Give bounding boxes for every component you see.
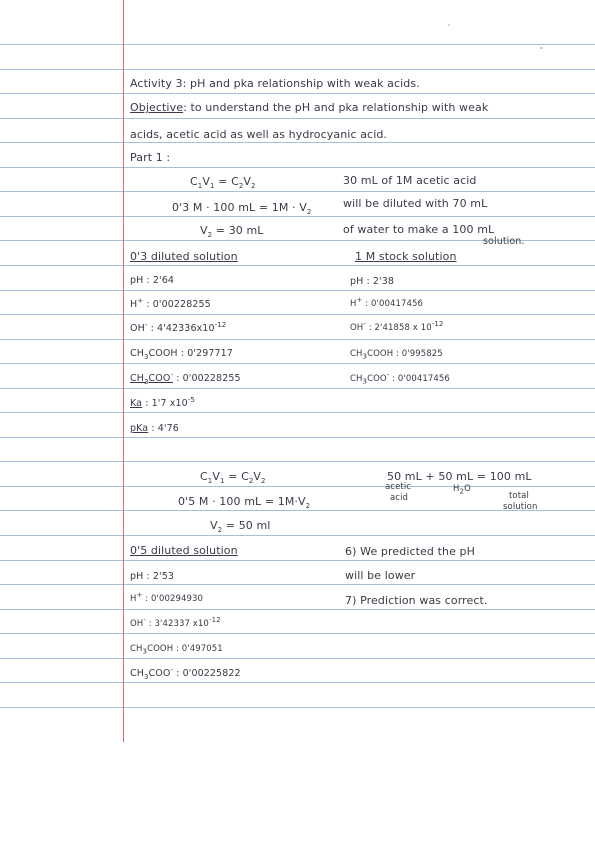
diluted-h-ion: H+ : 0'00228255 [130,296,211,310]
dilution-equation: $C_1V_1 = C_2V_2$ [190,175,256,191]
part-label: Part 1 : [130,151,171,164]
margin-line [123,0,124,742]
objective-text: : to understand the pH and pka relationship with weak [183,101,489,114]
answer-6: 6) We predicted the pH [345,545,475,558]
volume-result-2: $V_2 = 50$ ml [210,519,271,535]
ruled-line [0,69,595,70]
ruled-line [0,560,595,561]
stock-oh-ion: OH- : 2'41858 x $10^{-12}$ [350,320,444,333]
diluted-pka: pKa : 4'76 [130,423,179,434]
diluted-solution-heading: 0'3 diluted solution [130,250,238,263]
diluted-oh-ion: OH- : $4'42336x10^{-12}$ [130,320,227,334]
ruled-line [0,93,595,94]
paper-speck [540,47,543,49]
ruled-line [0,609,595,610]
mix-acid-label: acid [390,493,409,503]
ruled-line [0,216,595,217]
note-line-1: 30 mL of 1M acetic acid [343,174,477,187]
diluted-solution-2-heading: 0'5 diluted solution [130,544,238,557]
stock-ph: pH : 2'38 [350,276,395,287]
note-line-2: will be diluted with 70 mL [343,197,488,210]
stock-h-ion: H+ : 0'00417456 [350,296,424,309]
diluted-ka: Ka : 1'7 $x10^{-5}$ [130,395,195,409]
objective-label: Objective [130,101,184,114]
ruled-line [0,314,595,315]
ruled-line [0,658,595,659]
ruled-line [0,633,595,634]
diluted2-h-ion: H+ : 0'00294930 [130,591,204,604]
volume-result: $V_2 = 30$ mL [200,224,264,240]
diluted2-oh-ion: OH- : 3'42337 $x10^{-12}$ [130,616,221,629]
dilution-substitution: 0'3 M · 100 mL = $1M \cdot V_2$ [172,201,312,217]
activity-title: Activity 3: pH and pka relationship with weak acids. [130,77,420,90]
stock-acetate: $CH_3COO^-$ : 0'00417456 [350,371,450,386]
answer-6-continuation: will be lower [345,569,416,582]
diluted-acetate: $CH_3COO^-$ : 0'00228255 [130,370,241,386]
mix-acetic-label: acetic [385,482,412,492]
ruled-line [0,707,595,708]
diluted-ph: pH : 2'64 [130,275,175,286]
dilution-substitution-2: 0'5 M · 100 mL = $1M\cdot V_2$ [178,495,311,511]
ruled-line [0,142,595,143]
mix-solution-label: solution [503,502,538,512]
ruled-line [0,412,595,413]
ruled-line [0,486,595,487]
ruled-line [0,265,595,266]
mix-total-label: total [509,491,529,501]
diluted2-ph: pH : 2'53 [130,571,175,582]
objective-continuation: acids, acetic acid as well as hydrocyanic acid. [130,128,388,141]
ruled-line [0,461,595,462]
diluted-acetic-acid: $CH_3COOH$ : 0'297717 [130,348,233,361]
answer-7: 7) Prediction was correct. [345,594,488,607]
note-line-3: of water to make a 100 mL [343,223,495,236]
mix-water-label: $H_2O$ [453,484,471,496]
note-line-4: solution. [483,236,525,247]
stock-solution-heading: 1 M stock solution [355,250,457,263]
ruled-line [0,167,595,168]
mixing-equation: 50 mL + 50 mL = 100 mL [387,470,532,483]
ruled-line [0,388,595,389]
ruled-line [0,682,595,683]
ruled-line [0,44,595,45]
ruled-line [0,339,595,340]
stock-acetic-acid: $CH_3COOH$ : 0'995825 [350,349,443,361]
diluted2-acetic-acid: $CH_3COOH$ : 0'497051 [130,644,223,656]
ruled-line [0,584,595,585]
paper-speck [448,24,450,26]
diluted2-acetate: $CH_3COO^-$ : 0'00225822 [130,665,241,681]
ruled-line [0,363,595,364]
ruled-line [0,290,595,291]
ruled-line [0,437,595,438]
objective-line [130,101,488,114]
ruled-line [0,118,595,119]
ruled-line [0,191,595,192]
dilution-equation-2: $C_1V_1 = C_2V_2$ [200,470,266,486]
ruled-line [0,535,595,536]
